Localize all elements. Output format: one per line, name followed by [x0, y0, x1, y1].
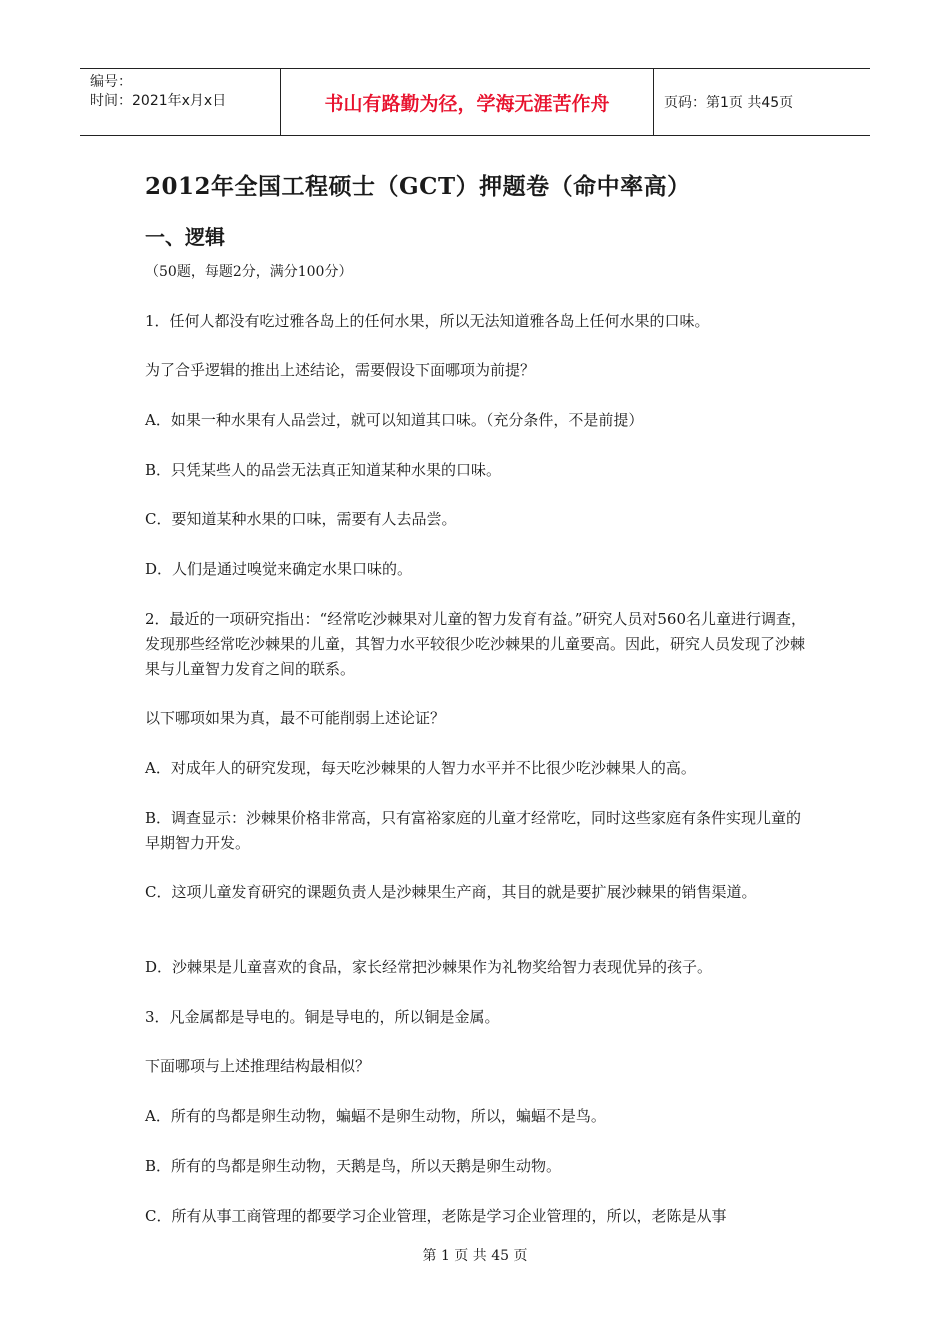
page-footer: 第 1 页 共 45 页	[422, 1248, 528, 1264]
question-2-option-b: B．调查显示：沙棘果价格非常高，只有富裕家庭的儿童才经常吃，同时这些家庭有条件实现儿童的早期智力开发。	[145, 809, 802, 852]
section-note: （50题，每题2分，满分100分）	[145, 264, 353, 280]
document-header	[80, 68, 870, 136]
section-heading: 一、逻辑	[145, 225, 225, 249]
motto-text: 书山有路勤为径，学海无涯苦作舟	[324, 92, 610, 115]
question-1-prompt: 为了合乎逻辑的推出上述结论，需要假设下面哪项为前提？	[145, 361, 536, 379]
question-1-option-c: C．要知道某种水果的口味，需要有人去品尝。	[145, 510, 457, 528]
question-2-option-c: C．这项儿童发育研究的课题负责人是沙棘果生产商，其目的就是要扩展沙棘果的销售渠道。	[145, 883, 757, 901]
question-1-option-a: A．如果一种水果有人品尝过，就可以知道其口味。（充分条件，不是前提）	[145, 411, 644, 429]
question-3-option-c: C．所有从事工商管理的都要学习企业管理，老陈是学习企业管理的，所以，老陈是从事	[145, 1207, 727, 1225]
question-1-option-b: B．只凭某些人的品尝无法真正知道某种水果的口味。	[145, 461, 502, 479]
question-2-option-a: A．对成年人的研究发现，每天吃沙棘果的人智力水平并不比很少吃沙棘果人的高。	[145, 759, 696, 777]
number-label: 编号：	[90, 74, 132, 90]
time-label: 时间：2021年x月x日	[90, 93, 227, 109]
question-2-option-d: D．沙棘果是儿童喜欢的食品，家长经常把沙棘果作为礼物奖给智力表现优异的孩子。	[145, 958, 713, 976]
question-3-prompt: 下面哪项与上述推理结构最相似？	[145, 1057, 371, 1075]
page-info: 页码：第1页 共45页	[664, 95, 794, 111]
question-3-option-b: B．所有的鸟都是卵生动物，天鹅是鸟，所以天鹅是卵生动物。	[145, 1157, 562, 1175]
question-1: 1．任何人都没有吃过雅各岛上的任何水果，所以无法知道雅各岛上任何水果的口味。	[145, 312, 710, 330]
header-page-cell	[654, 69, 870, 135]
question-3-option-a: A．所有的鸟都是卵生动物，蝙蝠不是卵生动物，所以，蝙蝠不是鸟。	[145, 1107, 606, 1125]
header-motto-cell	[281, 69, 654, 135]
question-2: 2．最近的一项研究指出：“经常吃沙棘果对儿童的智力发育有益。”研究人员对560名儿童进行调查，发现那些经常吃沙棘果的儿童，其智力水平较很少吃沙棘果的儿童要高。因此，研究人员发现了沙棘果与儿童智力发育之间的联系。	[145, 610, 807, 678]
question-3: 3．凡金属都是导电的。铜是导电的，所以铜是金属。	[145, 1008, 500, 1026]
question-1-option-d: D．人们是通过嗅觉来确定水果口味的。	[145, 560, 413, 578]
document-title: 2012年全国工程硕士（GCT）押题卷（命中率高）	[145, 173, 691, 200]
question-2-prompt: 以下哪项如果为真，最不可能削弱上述论证？	[145, 709, 446, 727]
header-meta-cell	[80, 69, 281, 135]
